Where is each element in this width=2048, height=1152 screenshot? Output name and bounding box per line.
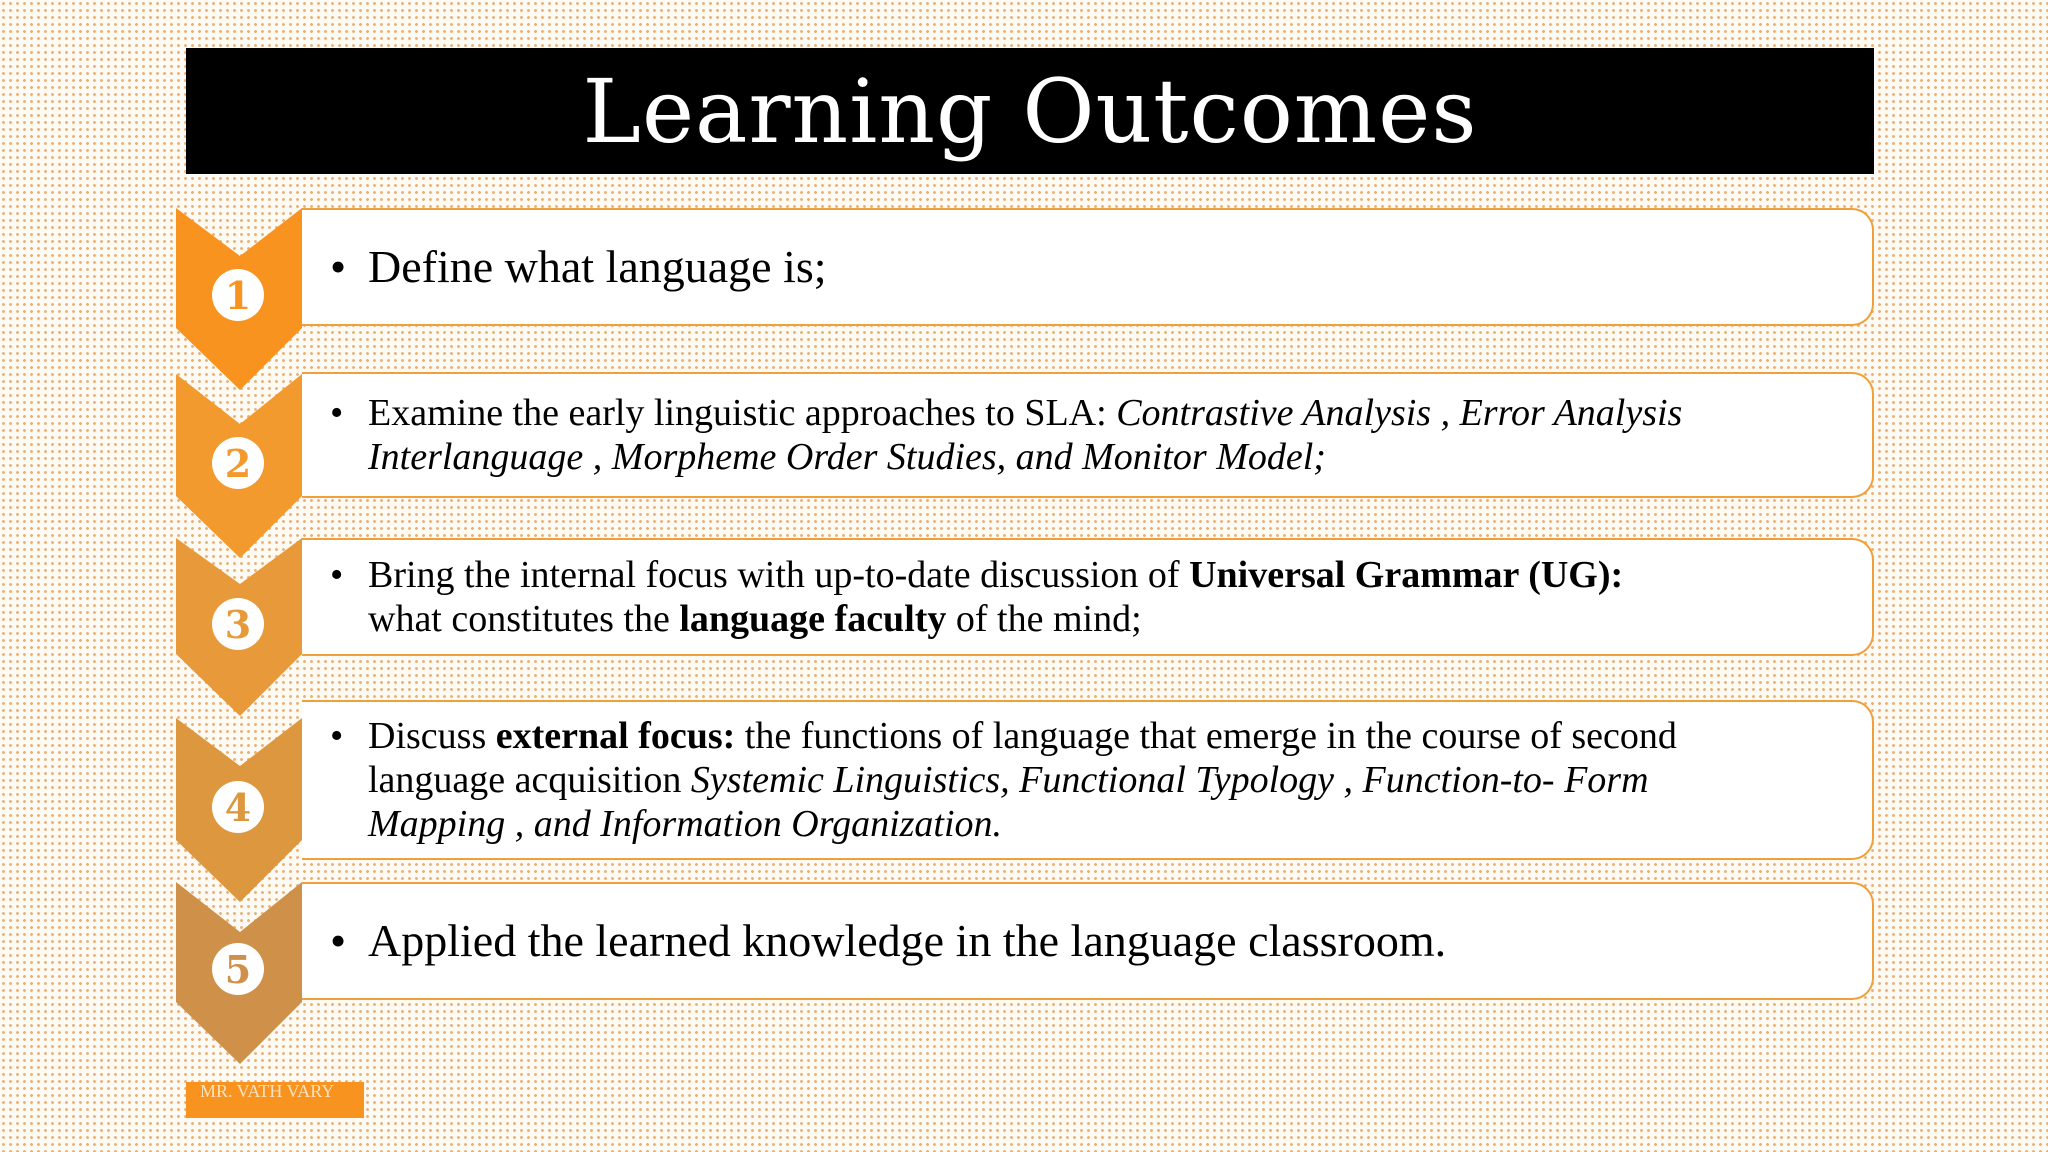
outcome-3-text-3: of the mind; (946, 598, 1142, 640)
outcome-box-1 (302, 208, 1874, 326)
number-badge-5: 5 (212, 943, 264, 995)
number-badge-1: 1 (212, 269, 264, 321)
outcome-box-2 (302, 372, 1874, 498)
outcome-item-3 (368, 553, 1623, 641)
outcome-4-external: external focus: (495, 715, 736, 757)
outcome-4-frameworks: Systemic Linguistics, Functional Typology , Function-to- Form (690, 759, 1649, 801)
outcome-4-text-2: the functions of language that emerge in the course of second (735, 715, 1677, 757)
author-label: MR. VATH VARY (186, 1082, 364, 1118)
outcome-2-approaches-cont: Interlanguage , Morpheme Order Studies, and Monitor Model; (368, 436, 1326, 478)
number-badge-3: 3 (212, 598, 264, 650)
number-badge-4: 4 (212, 781, 264, 833)
outcome-4-text: Discuss (368, 715, 496, 757)
number-badge-2: 2 (212, 437, 264, 489)
outcome-2-approaches: Contrastive Analysis , Error Analysis (1116, 392, 1683, 434)
outcome-3-ug: Universal Grammar (UG): (1189, 554, 1624, 596)
outcome-3-text-2: what constitutes the (368, 598, 680, 640)
outcome-4-text-3: language acquisition (368, 759, 691, 801)
outcome-box-3 (302, 538, 1874, 656)
outcome-text-5: • Applied the learned knowledge in the language classroom. (368, 915, 1446, 968)
outcome-item-2 (368, 391, 1682, 479)
outcome-box-5 (302, 882, 1874, 1000)
outcome-3-text: Bring the internal focus with up-to-date discussion of (368, 554, 1190, 596)
outcome-2-text: Examine the early linguistic approaches to SLA: (368, 392, 1117, 434)
outcome-3-faculty: language faculty (679, 598, 947, 640)
outcome-4-frameworks-cont: Mapping , and Information Organization. (368, 803, 1003, 845)
outcome-item-4 (368, 714, 1677, 846)
outcome-box-4 (302, 700, 1874, 860)
slide-title: Learning Outcomes (186, 48, 1874, 174)
outcome-text-1: • Define what language is; (368, 241, 827, 294)
